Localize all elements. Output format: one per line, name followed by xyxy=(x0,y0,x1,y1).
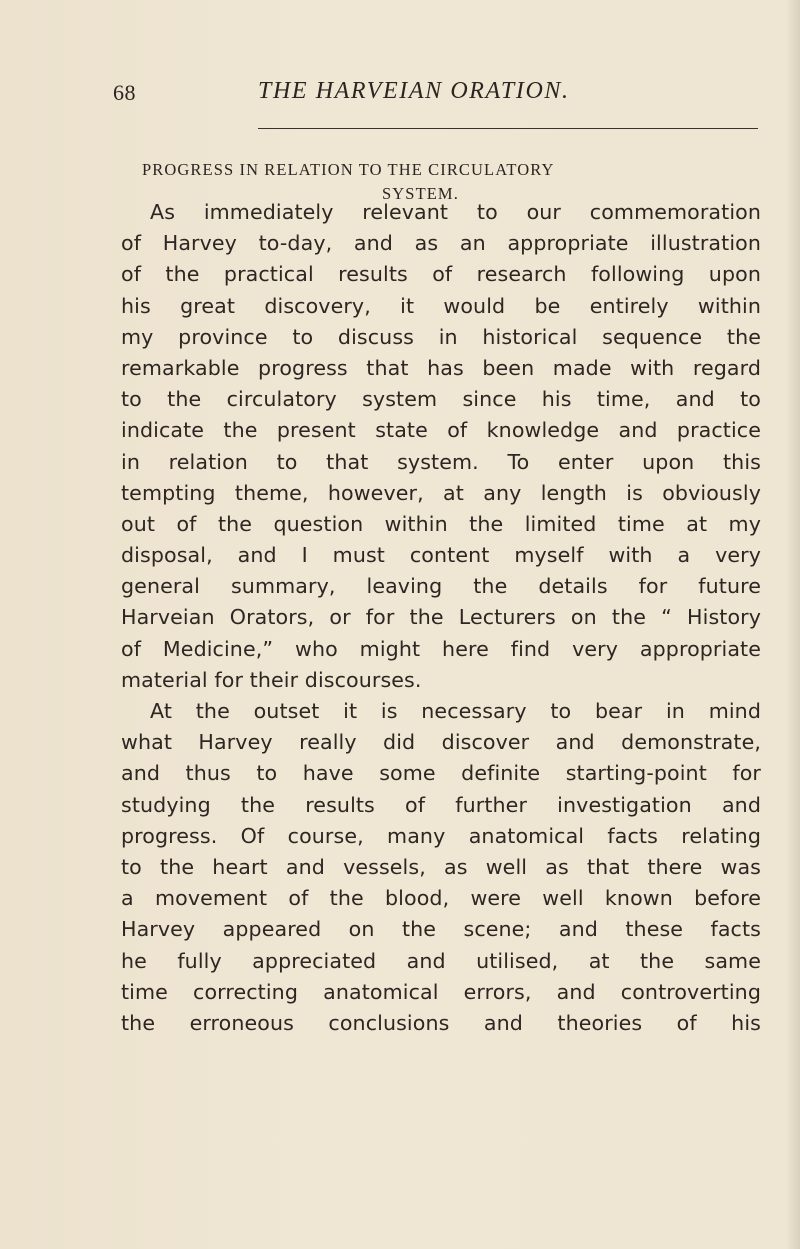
text-line: to the heart and vessels, as well as that there was xyxy=(121,854,761,879)
text-line: time correcting anatomical errors, and controverting xyxy=(121,979,761,1004)
text-line: general summary, leaving the details for future xyxy=(121,574,761,599)
text-line: and thus to have some definite starting-point for xyxy=(121,761,761,786)
running-title: THE HARVEIAN ORATION. xyxy=(258,78,570,104)
text-line: remarkable progress that has been made with regard xyxy=(121,355,761,380)
text-line: he fully appreciated and utilised, at the same xyxy=(121,948,761,973)
text-line: Harveian Orators, or for the Lecturers on the “ History xyxy=(121,605,761,630)
text-line: Harvey appeared on the scene; and these facts xyxy=(121,917,761,942)
running-head xyxy=(0,80,800,120)
text-line: the erroneous conclusions and theories of his xyxy=(121,1010,761,1035)
text-line: material for their discourses. xyxy=(121,667,422,692)
header-rule xyxy=(258,128,758,129)
text-line: a movement of the blood, were well known before xyxy=(121,886,761,911)
text-line: tempting theme, however, at any length is obviously xyxy=(121,480,761,505)
text-line: to the circulatory system since his time, and to xyxy=(121,387,761,412)
text-line: my province to discuss in historical sequence the xyxy=(121,324,761,349)
text-line: his great discovery, it would be entirely within xyxy=(121,293,761,318)
text-line: disposal, and I must content myself with a very xyxy=(121,543,761,568)
section-heading-line-2: SYSTEM. xyxy=(382,184,459,203)
page-number: 68 xyxy=(113,80,136,105)
text-line: At the outset it is necessary to bear in mind xyxy=(150,699,761,723)
paragraph-2 xyxy=(121,696,761,1039)
text-line: indicate the present state of knowledge and practice xyxy=(121,418,761,443)
text-line: out of the question within the limited time at my xyxy=(121,511,761,536)
text-line: of the practical results of research following upon xyxy=(121,262,761,287)
text-line: of Medicine,” who might here find very appropriate xyxy=(121,636,761,661)
text-line: what Harvey really did discover and demonstrate, xyxy=(121,730,761,755)
page-edge-shadow xyxy=(786,0,800,1249)
section-heading-line-1: PROGRESS IN RELATION TO THE CIRCULATORY xyxy=(142,160,555,179)
text-line: of Harvey to-day, and as an appropriate illustration xyxy=(121,231,761,256)
body-text xyxy=(121,197,761,1039)
text-line: As immediately relevant to our commemoration xyxy=(150,200,761,224)
text-line: progress. Of course, many anatomical facts relating xyxy=(121,823,761,848)
text-line: studying the results of further investigation and xyxy=(121,792,761,817)
text-line: in relation to that system. To enter upon this xyxy=(121,449,761,474)
paragraph-1 xyxy=(121,197,761,696)
